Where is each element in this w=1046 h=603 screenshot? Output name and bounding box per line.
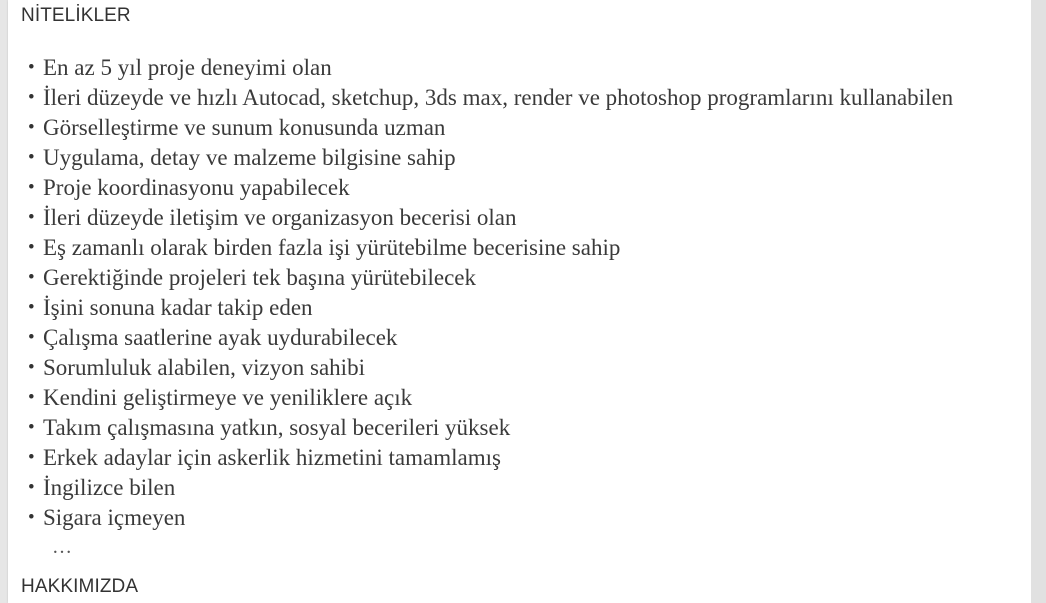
list-item-text: Takım çalışmasına yatkın, sosyal becerileri yüksek [43,415,511,440]
list-item [28,113,953,143]
list-item [28,263,953,293]
list-item [28,503,953,533]
list-item [28,443,953,473]
list-item [28,323,953,353]
list-item-text: İleri düzeyde iletişim ve organizasyon becerisi olan [43,205,517,230]
list-item [28,293,953,323]
section-heading-requirements: NİTELİKLER [21,5,131,26]
list-item [28,143,953,173]
list-item [28,173,953,203]
bullet-icon: • [28,327,35,348]
bullet-icon: • [28,387,35,408]
list-item-text: Kendini geliştirmeye ve yeniliklere açık [43,385,413,410]
bullet-icon: • [28,177,35,198]
list-item-text: İleri düzeyde ve hızlı Autocad, sketchup, 3ds max, render ve photoshop programlarını kullanabilen [43,85,954,110]
bullet-icon: • [28,117,35,138]
list-item [28,83,953,113]
list-item-text: Uygulama, detay ve malzeme bilgisine sahip [43,145,456,170]
list-item-text: İngilizce bilen [43,475,176,500]
list-item-text: Çalışma saatlerine ayak uydurabilecek [43,325,398,350]
list-item [28,233,953,263]
list-item [28,353,953,383]
bullet-icon: • [28,237,35,258]
bullet-icon: • [28,477,35,498]
bullet-icon: • [28,57,35,78]
list-item-text: İşini sonuna kadar takip eden [43,295,313,320]
bullet-icon: • [28,207,35,228]
bullet-icon: • [28,447,35,468]
bullet-icon: • [28,147,35,168]
list-item [28,383,953,413]
list-item-text: Proje koordinasyonu yapabilecek [43,175,350,200]
list-item-text: Erkek adaylar için askerlik hizmetini tamamlamış [43,445,501,470]
list-item [28,203,953,233]
list-item-text: Sigara içmeyen [43,505,186,530]
list-item-text: Sorumluluk alabilen, vizyon sahibi [43,355,365,380]
bullet-icon: • [28,507,35,528]
bullet-icon: • [28,357,35,378]
page-side-rail [1031,0,1046,603]
content-panel [8,0,1031,603]
list-item [28,473,953,503]
bullet-icon: • [28,267,35,288]
section-heading-about: HAKKIMIZDA [21,576,139,597]
list-item [28,53,953,83]
list-continuation-ellipsis: … [52,536,73,558]
list-item-text: En az 5 yıl proje deneyimi olan [43,55,332,80]
list-item-text: Görselleştirme ve sunum konusunda uzman [43,115,446,140]
list-item-text: Gerektiğinde projeleri tek başına yürütebilecek [43,265,476,290]
requirements-list [28,53,953,533]
bullet-icon: • [28,87,35,108]
list-item-text: Eş zamanlı olarak birden fazla işi yürütebilme becerisine sahip [43,235,621,260]
bullet-icon: • [28,417,35,438]
list-item [28,413,953,443]
bullet-icon: • [28,297,35,318]
